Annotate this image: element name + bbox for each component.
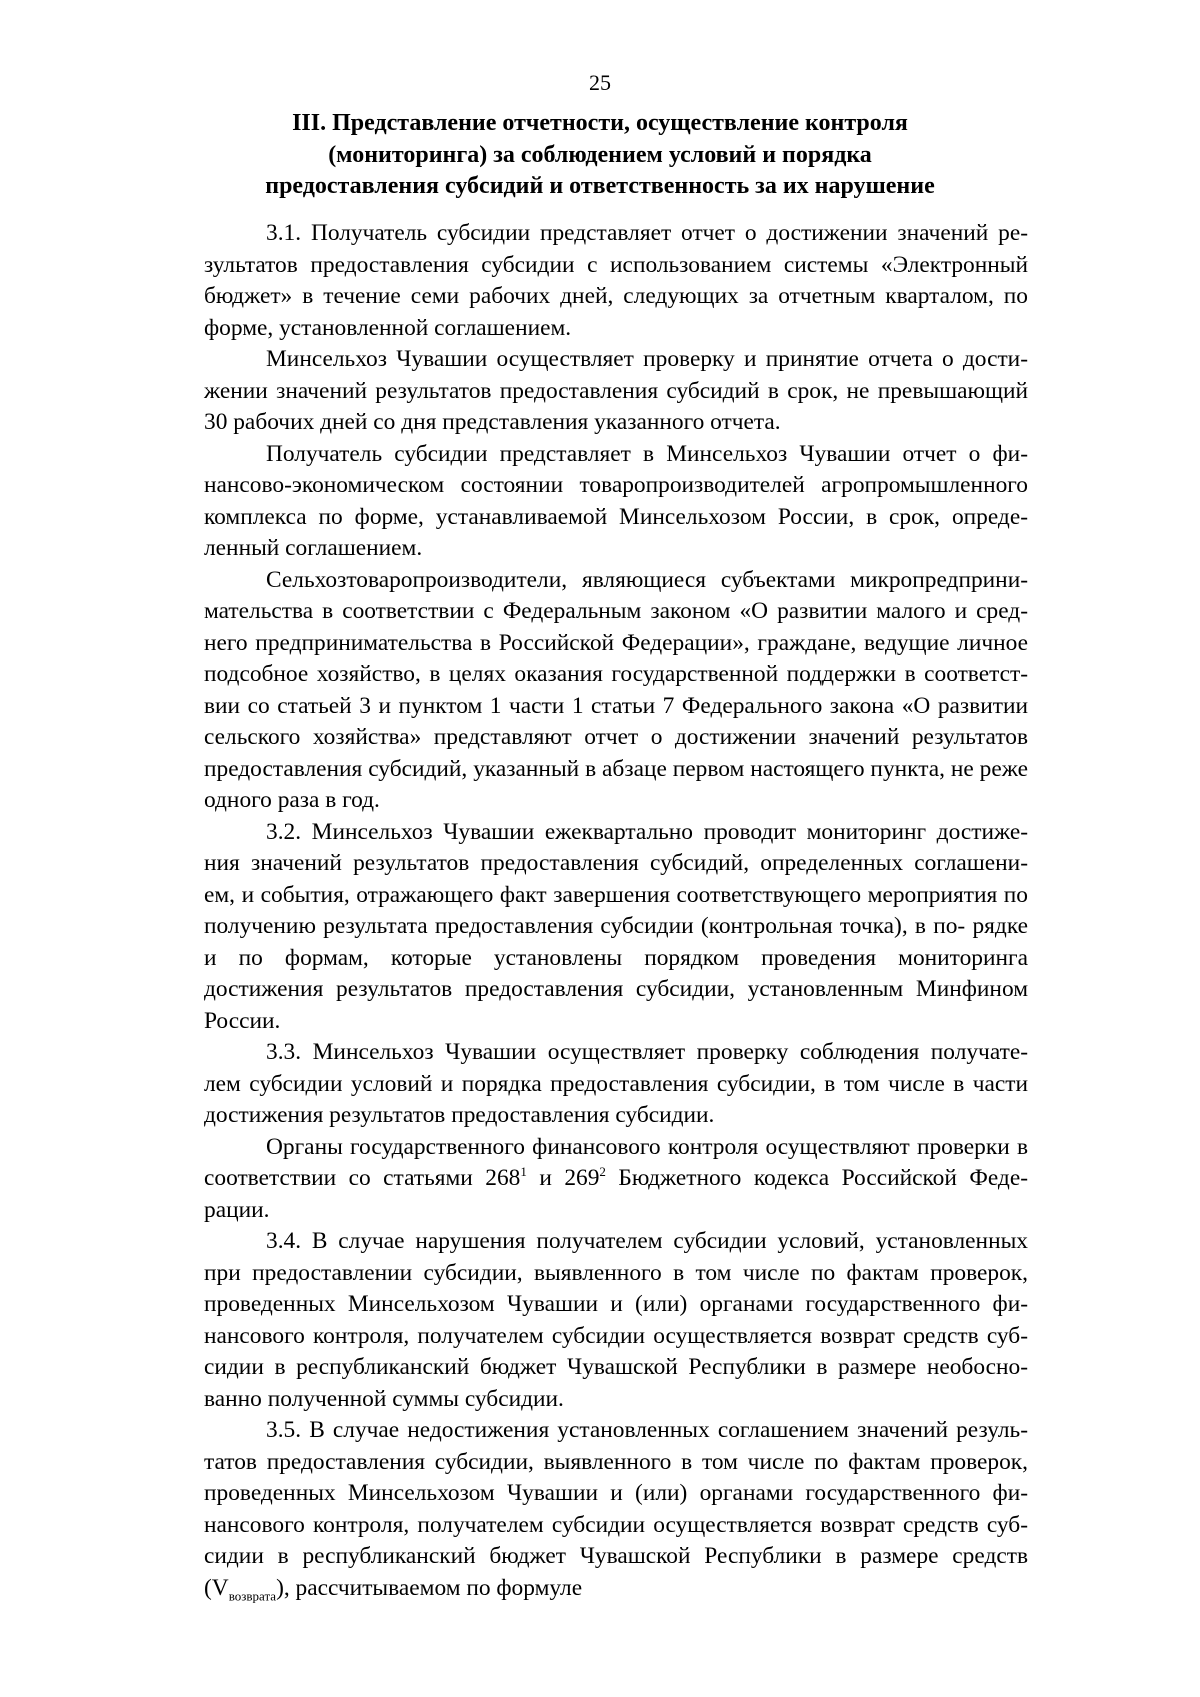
section-heading-line-3: предоставления субсидий и ответственность за их нарушение [265,173,935,199]
section-heading [200,108,1000,203]
paragraph-state-control-text-2: и 269 [526,1165,600,1191]
body-text [204,218,1028,1604]
paragraph-state-control-text-3: Бюджетного кодекса Российской Феде- рации. [204,1165,1028,1223]
superscript-2: 2 [599,1164,606,1180]
paragraph-3-3: 3.3. Минсельхоз Чувашии осуществляет проверку соблюдения получате- лем субсидии условий и порядка предоставления субсидии, в том числе в части достижения результатов предоставления субсидии. [204,1039,1028,1128]
paragraph-3-4: 3.4. В случае нарушения получателем субсидии условий, установленных при предоставлении субсидии, выявленного в том числе по фактам проверок, проведенных Минсельхозом Чувашии и (или) органами государственного фи- нансового контроля, получателем субсидии осуществляется возврат средств суб- сидии в республиканский бюджет Чувашской Республики в размере необосно- ванно полученной суммы субсидии. [204,1228,1028,1412]
section-heading-line-2: (мониторинга) за соблюдением условий и порядка [328,141,872,168]
paragraph-report-review: Минсельхоз Чувашии осуществляет проверку и принятие отчета о дости- жении значений результатов предоставления субсидий в срок, не превышающий 30 рабочих дней со дня представления указанного отчета. [204,346,1028,435]
paragraph-financial-report: Получатель субсидии представляет в Минсельхоз Чувашии отчет о фи- нансово-экономическом состоянии товаропроизводителей агропромышленного комплекса по форме, устанавливаемой Минсельхозом России, в срок, опреде- ленный соглашением. [204,440,1028,561]
paragraph-3-2: 3.2. Минсельхоз Чувашии ежеквартально проводит мониторинг достиже- ния значений результатов предоставления субсидий, определенных соглашени- ем, и события, отражающего факт завершения соответствующего мероприятия по получению результата предоставления субсидии (контрольная точка), в по- рядке и по формам, которые установлены порядком проведения мониторинга достижения результатов предоставления субсидии, установленным Минфином России. [204,818,1028,1034]
paragraph-3-5-text-1: 3.5. В случае недостижения установленных соглашением значений резуль- татов предоставления субсидии, выявленного в том числе по фактам проверок, проведенных Минсельхозом Чувашии и (или) органами государственного фи- нансового контроля, получателем субсидии осуществляется возврат средств суб- сидии в республиканский бюджет Чувашской Республики в размере средств (V [204,1417,1028,1601]
paragraph-state-control-text-1: Органы государственного финансового контроля осуществляют проверки в соответствии со статьями 268 [204,1133,1028,1191]
section-heading-line-1: III. Представление отчетности, осуществление контроля [292,110,908,136]
paragraph-3-5-text-2: ), рассчитываемом по формуле [276,1574,583,1601]
paragraph-state-control [204,1132,1028,1227]
subscript-return: возврата [228,1588,277,1604]
page-number: 25 [589,70,611,95]
paragraph-micro-enterprises: Сельхозтоваропроизводители, являющиеся субъектами микропредприни- мательства в соответствии с Федеральным законом «О развитии малого и сред- него предпринимательства в Российской Федерации», граждане, ведущие личное подсобное хозяйство, в целях оказания государственной поддержки в соответст- вии со статьей 3 и пунктом 1 части 1 статьи 7 Федерального закона «О развитии сельского хозяйства» представляют отчет о достижении значений результатов предоставления субсидий, указанный в абзаце первом настоящего пункта, не реже одного раза в год. [204,566,1028,813]
superscript-1: 1 [520,1164,527,1180]
paragraph-3-5 [204,1415,1028,1604]
paragraph-3-1: 3.1. Получатель субсидии представляет отчет о достижении значений ре- зультатов предоставления субсидии с использованием системы «Электронный бюджет» в течение семи рабочих дней, следующих за отчетным кварталом, по форме, установленной соглашением. [204,220,1028,341]
